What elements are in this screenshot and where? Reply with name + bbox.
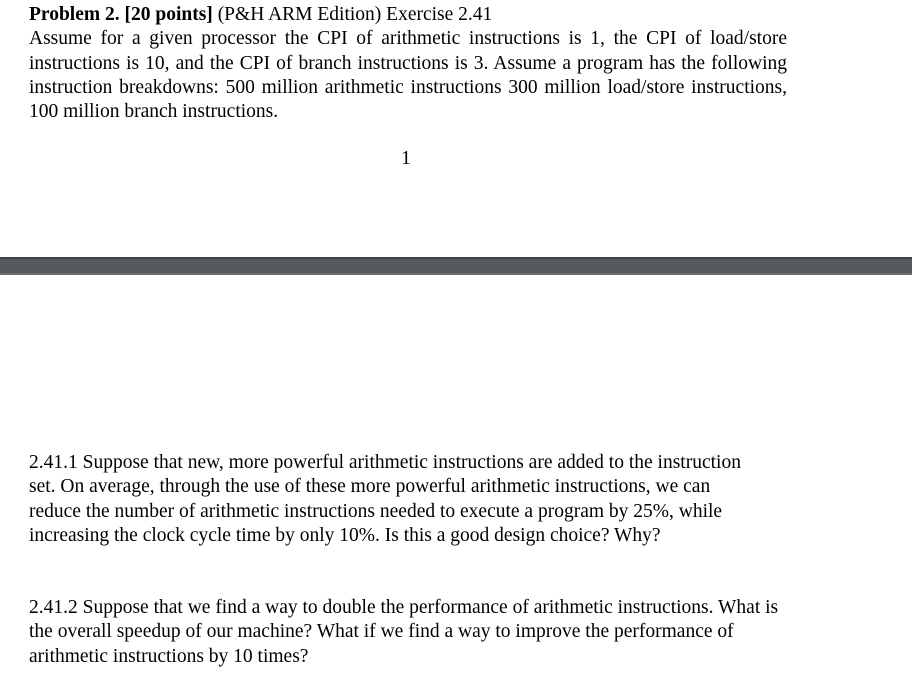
page-separator (0, 257, 912, 275)
question-2-41-2: 2.41.2 Suppose that we find a way to double the performance of arithmetic instructions. What is the overall speedup of our machine? What if we find a way to improve the performance of arithmetic instructions by 10 times? (29, 597, 779, 667)
page-number: 1 (401, 148, 411, 169)
problem-source: (P&H ARM Edition) Exercise 2.41 (212, 4, 493, 25)
problem-heading: Problem 2. [20 points] (29, 4, 213, 25)
problem-body: Assume for a given processor the CPI of arithmetic instructions is 1, the CPI of load/store instructions is 10, and the CPI of branch instructions is 3. Assume a program has the following instruction breakdowns: 500 million arithmetic instructions 300 million load/store instructions, 100 million branch instructions. (29, 28, 787, 123)
document-page-2 (0, 275, 912, 686)
question-2-41-1: 2.41.1 Suppose that new, more powerful arithmetic instructions are added to the instruction set. On average, through the use of these more powerful arithmetic instructions, we can reduce the number of arithmetic instructions needed to execute a program by 25%, while increasing the clock cycle time by only 10%. Is this a good design choice? Why? (29, 452, 741, 546)
document-page-1 (0, 0, 912, 257)
problem-statement (29, 3, 787, 124)
